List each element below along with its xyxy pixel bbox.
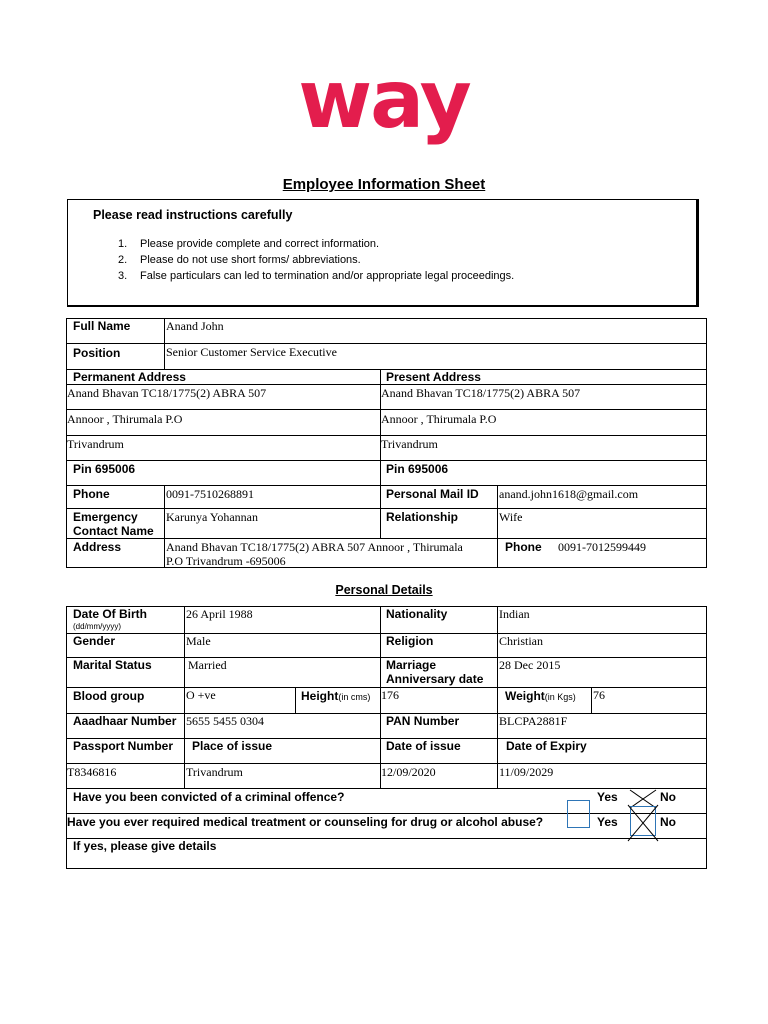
dob-value: 26 April 1988 <box>186 607 253 621</box>
relationship-value: Wife <box>499 510 523 524</box>
drug-yes-label: Yes <box>597 815 618 829</box>
place-of-issue-label: Place of issue <box>192 739 273 753</box>
aadhaar-value: 5655 5455 0304 <box>186 714 264 728</box>
criminal-yes-label: Yes <box>597 790 618 804</box>
phone-value: 0091-7510268891 <box>166 487 254 501</box>
marital-status-value: Married <box>188 658 227 672</box>
present-address-line2: Annoor , Thirumala P.O <box>381 412 497 426</box>
blood-group-value: O +ve <box>186 688 216 702</box>
religion-value: Christian <box>499 634 543 648</box>
emergency-label-2: Contact Name <box>73 524 154 538</box>
dob-format-hint: (dd/mm/yyyy) <box>73 622 121 631</box>
full-name-value: Anand John <box>166 319 224 333</box>
emergency-name-value: Karunya Yohannan <box>166 510 258 524</box>
anniversary-label: Marriage <box>386 658 437 672</box>
dob-label: Date Of Birth <box>73 607 148 621</box>
pan-label: PAN Number <box>386 714 460 728</box>
place-of-issue-value: Trivandrum <box>186 765 243 779</box>
height-value: 176 <box>381 688 399 702</box>
anniversary-label-2: Anniversary date <box>386 672 484 686</box>
personal-details-title: Personal Details <box>335 583 433 597</box>
permanent-address-line2: Annoor , Thirumala P.O <box>67 412 183 426</box>
instruction-item: 1. Please provide complete and correct information. <box>118 238 380 250</box>
full-name-label: Full Name <box>73 319 131 333</box>
permanent-address-line3: Trivandrum <box>67 437 124 451</box>
phone-label: Phone <box>73 487 110 501</box>
relationship-label: Relationship <box>386 510 459 524</box>
nationality-value: Indian <box>499 607 530 621</box>
date-of-issue-label: Date of issue <box>386 739 461 753</box>
weight-value: 76 <box>593 688 605 702</box>
gender-value: Male <box>186 634 211 648</box>
pan-value: BLCPA2881F <box>499 714 568 728</box>
present-address-line1: Anand Bhavan TC18/1775(2) ABRA 507 <box>381 386 581 400</box>
present-address-label: Present Address <box>386 370 481 384</box>
mail-label: Personal Mail ID <box>386 487 479 501</box>
criminal-offence-question: Have you been convicted of a criminal offence? <box>73 790 345 804</box>
instructions-box <box>67 199 699 307</box>
instructions-list <box>118 236 514 284</box>
criminal-yes-checkbox[interactable] <box>567 800 590 828</box>
emergency-address-line2: P.O Trivandrum -695006 <box>166 554 286 568</box>
drug-no-cross-mark <box>626 803 660 843</box>
emergency-address-label: Address <box>73 540 122 554</box>
instruction-item: 2. Please do not use short forms/ abbreviations. <box>118 254 361 266</box>
emergency-phone-value: 0091-7012599449 <box>558 540 646 554</box>
emergency-label: Emergency <box>73 510 138 524</box>
emergency-phone-label: Phone <box>505 540 542 554</box>
mail-value: anand.john1618@gmail.com <box>499 487 639 501</box>
page-title: Employee Information Sheet <box>282 176 486 193</box>
position-value: Senior Customer Service Executive <box>166 345 337 359</box>
present-address-line3: Trivandrum <box>381 437 438 451</box>
height-label: Height(in cms) <box>301 689 371 703</box>
present-pin: Pin 695006 <box>386 462 449 476</box>
date-of-expiry-label: Date of Expiry <box>506 739 587 753</box>
instruction-item: 3. False particulars can led to termination and/or appropriate legal proceedings. <box>118 270 515 282</box>
passport-label: Passport Number <box>73 739 174 753</box>
aadhaar-label: Aaadhaar Number <box>73 714 177 728</box>
passport-value: T8346816 <box>67 765 117 779</box>
blood-group-label: Blood group <box>73 689 145 703</box>
nationality-label: Nationality <box>386 607 448 621</box>
company-logo: way <box>298 53 470 146</box>
position-label: Position <box>73 346 121 360</box>
anniversary-value: 28 Dec 2015 <box>499 658 561 672</box>
weight-label: Weight(in Kgs) <box>505 689 576 703</box>
marital-status-label: Marital Status <box>73 658 152 672</box>
drug-abuse-question: Have you ever required medical treatment or counseling for drug or alcohol abuse? <box>67 815 544 829</box>
date-of-expiry-value: 11/09/2029 <box>499 765 554 779</box>
gender-label: Gender <box>73 634 116 648</box>
permanent-address-label: Permanent Address <box>73 370 186 384</box>
permanent-address-line1: Anand Bhavan TC18/1775(2) ABRA 507 <box>67 386 267 400</box>
religion-label: Religion <box>386 634 434 648</box>
drug-no-label: No <box>660 815 676 829</box>
permanent-pin: Pin 695006 <box>73 462 136 476</box>
emergency-address-line1: Anand Bhavan TC18/1775(2) ABRA 507 Annoor , Thirumala <box>166 540 463 554</box>
instructions-heading: Please read instructions carefully <box>93 208 293 222</box>
criminal-no-label: No <box>660 790 676 804</box>
date-of-issue-value: 12/09/2020 <box>381 765 436 779</box>
details-label: If yes, please give details <box>73 839 217 853</box>
